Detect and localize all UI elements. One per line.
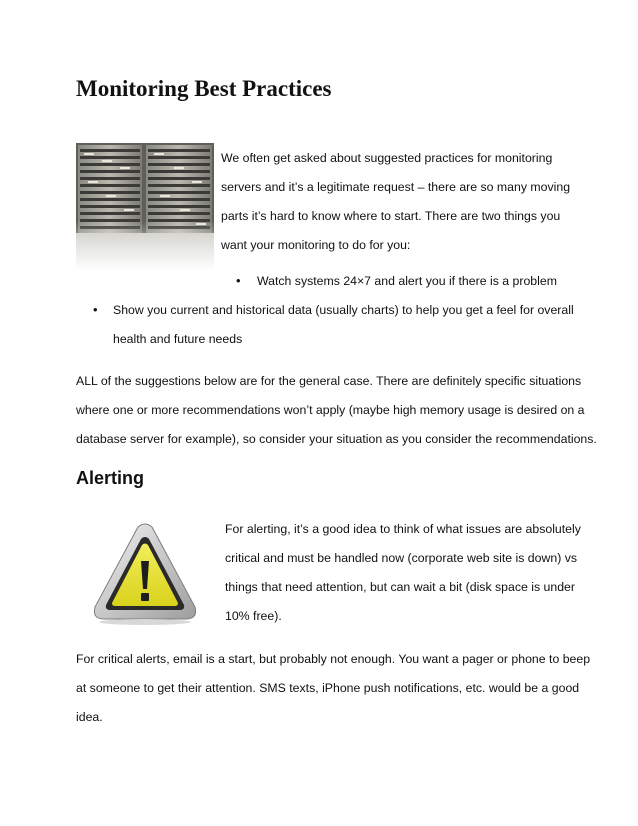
critical-alerts-line: For critical alerts, email is a start, but probably not enough. You want a pager or phone to beep (76, 652, 591, 666)
intro-line: parts it’s hard to know where to start. There are two things you (221, 209, 561, 223)
general-line: ALL of the suggestions below are for the general case. There are definitely specific situations (76, 374, 582, 388)
critical-alerts-line: idea. (76, 710, 103, 724)
intro-line: We often get asked about suggested practices for monitoring (221, 151, 553, 165)
alerting-intro-line: 10% free). (225, 609, 282, 623)
alerting-intro-line: critical and must be handled now (corporate web site is down) vs (225, 551, 577, 565)
general-line: database server for example), so consider your situation as you consider the recommendations. (76, 432, 597, 446)
page-title: Monitoring Best Practices (76, 76, 332, 101)
intro-line: servers and it’s a legitimate request – there are so many moving (221, 180, 571, 194)
intro-line: want your monitoring to do for you: (221, 238, 411, 252)
general-line: where one or more recommendations won’t apply (maybe high memory usage is desired on a (76, 403, 585, 417)
warning-sign-icon (92, 523, 198, 625)
alerting-heading: Alerting (76, 468, 145, 488)
server-rack-image (76, 143, 214, 270)
alerting-intro-line: For alerting, it’s a good idea to think of what issues are absolutely (225, 522, 581, 536)
bullet-marker: • (236, 273, 241, 288)
bullet-marker: • (93, 302, 98, 317)
bullet-item-continued: health and future needs (113, 332, 243, 346)
critical-alerts-line: at someone to get their attention. SMS texts, iPhone push notifications, etc. would be a good (76, 681, 580, 695)
bullet-item: Show you current and historical data (usually charts) to help you get a feel for overall (113, 303, 574, 317)
bullet-item: Watch systems 24×7 and alert you if there is a problem (257, 274, 557, 288)
alerting-intro-line: things that need attention, but can wait a bit (disk space is under (225, 580, 575, 594)
